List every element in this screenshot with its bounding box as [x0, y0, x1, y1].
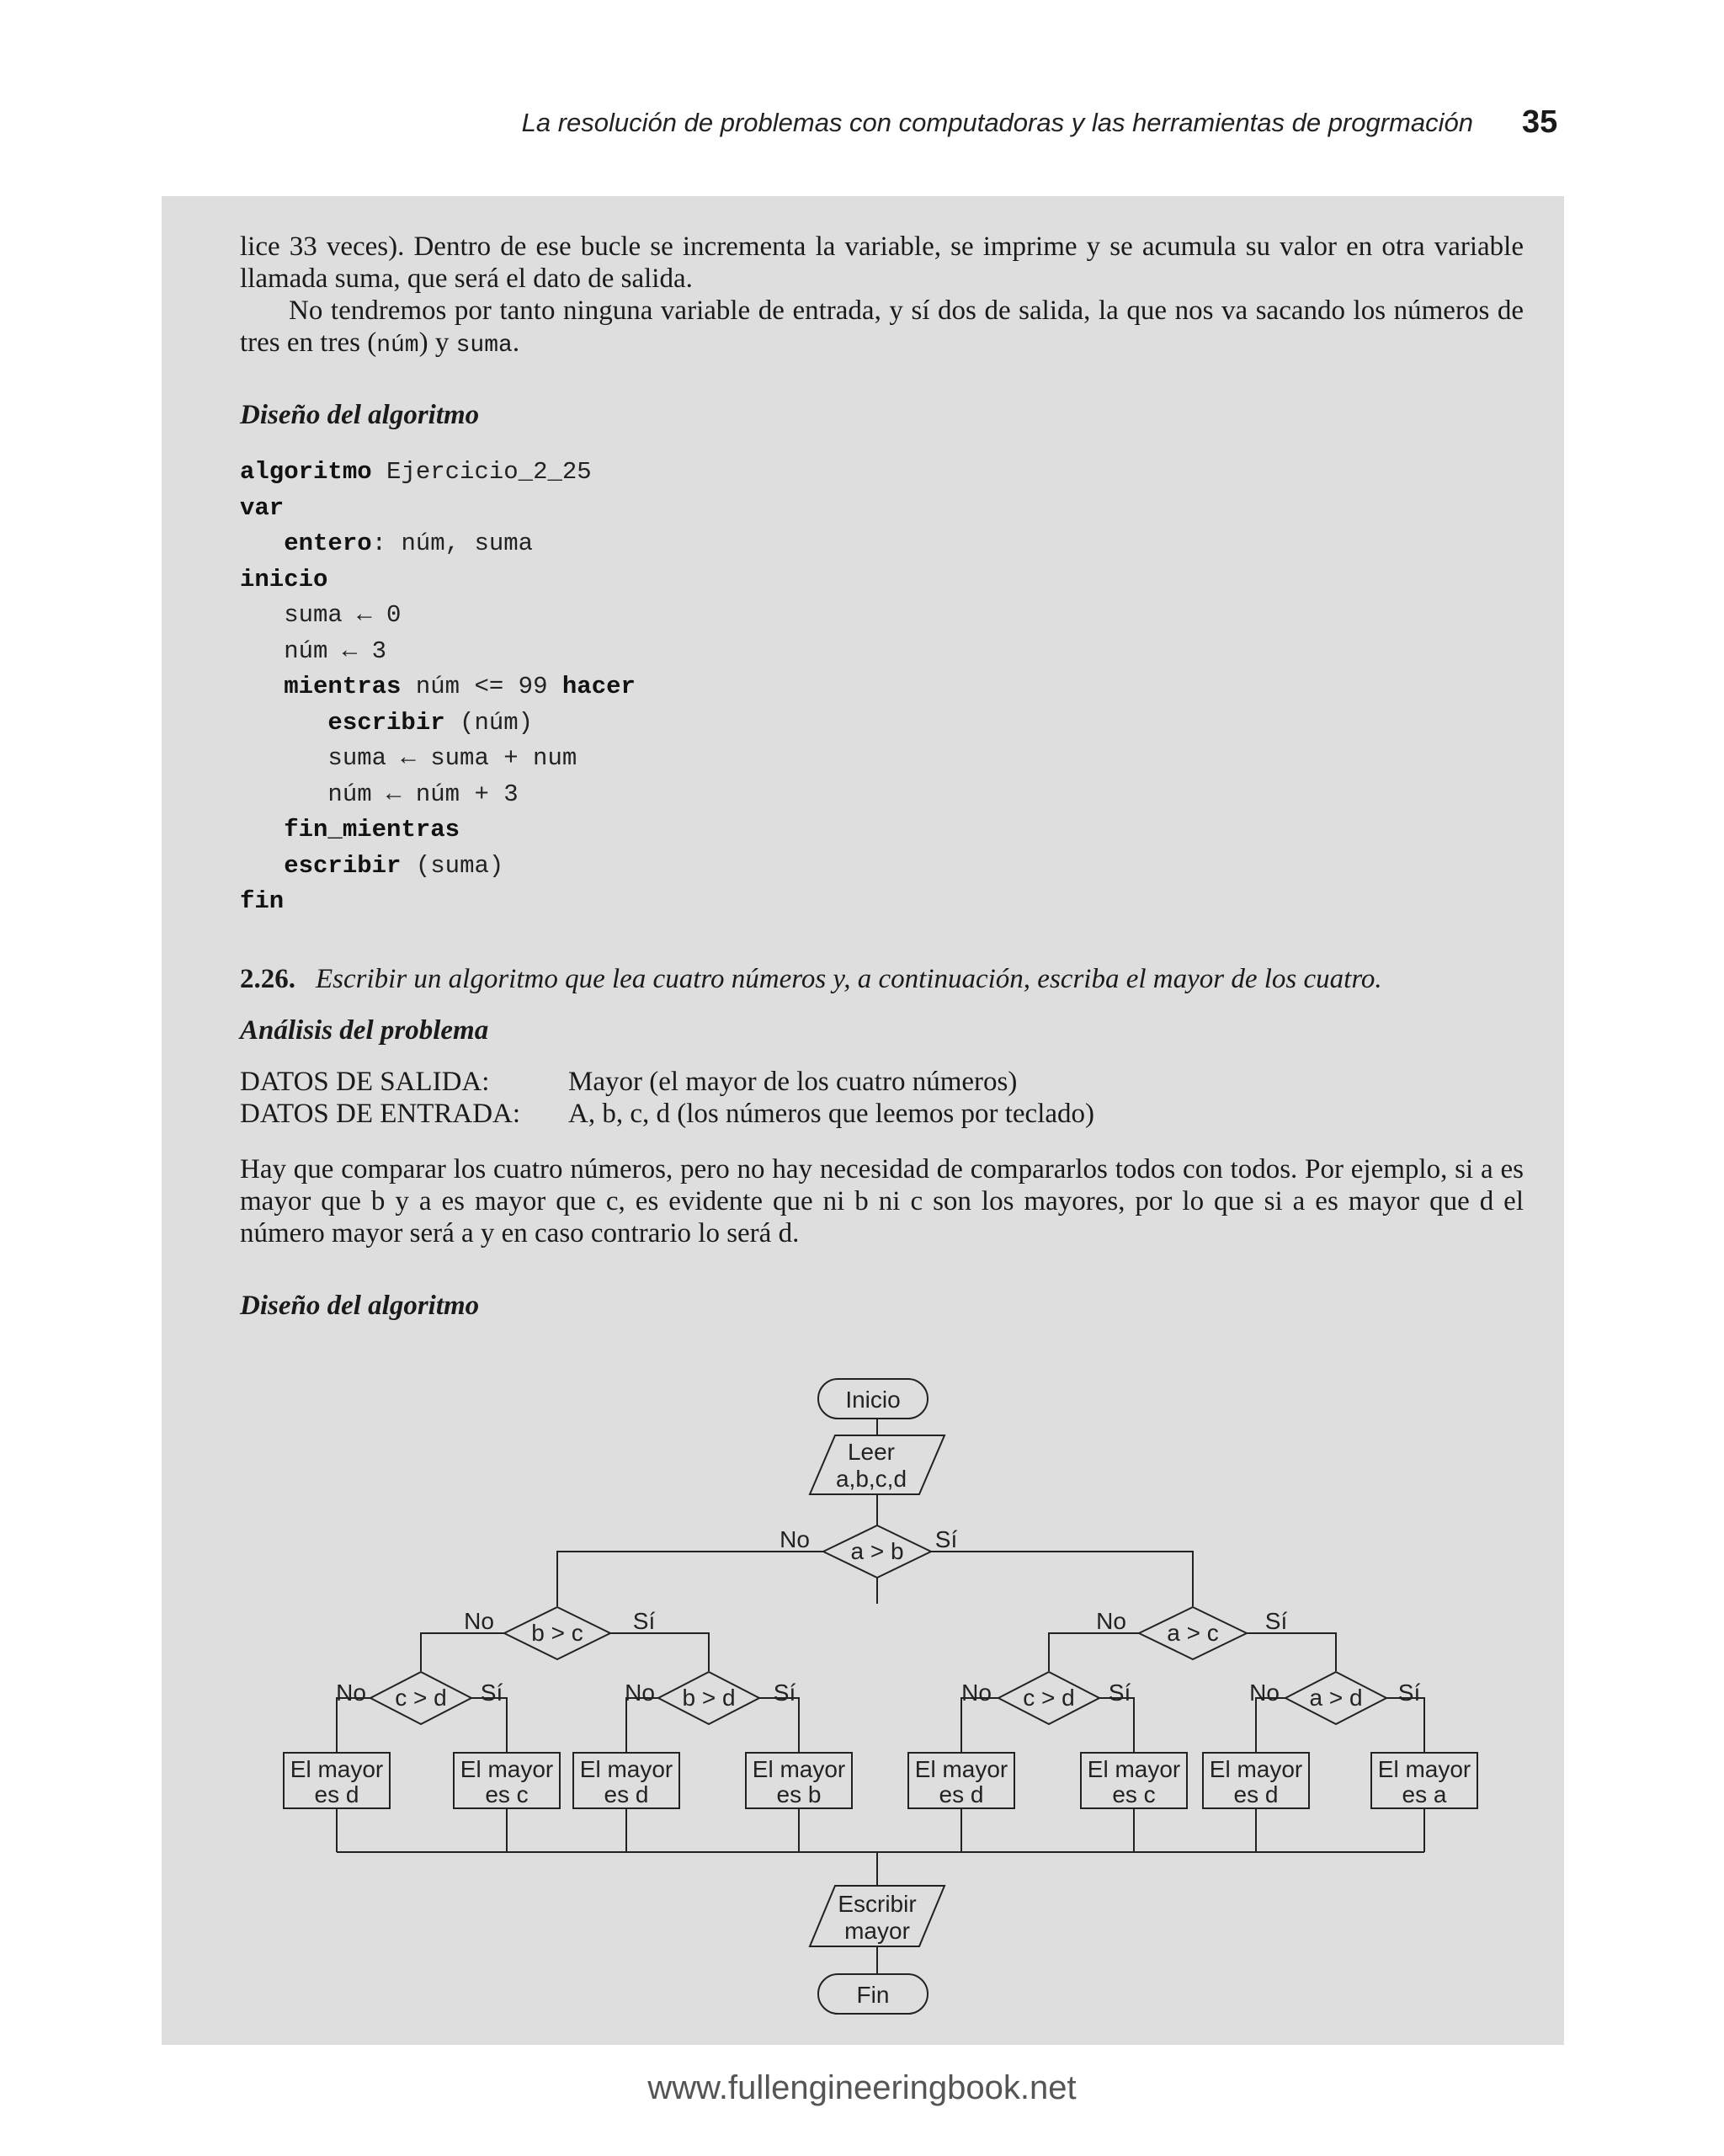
intro-p2-text-a: No tendremos por tanto ninguna variable de entrada, y sí dos de salida, la que nos va sacando los números de tres en tres (	[240, 295, 1524, 358]
code-keyword: var	[240, 493, 285, 522]
result-label-line1: El mayor	[1087, 1756, 1181, 1782]
code-line-4	[240, 562, 636, 599]
code-text: núm <= 99	[401, 673, 562, 700]
code-keyword: algoritmo	[240, 458, 372, 486]
decision-label: a > b	[850, 1538, 904, 1564]
code-line-10	[240, 777, 636, 813]
algorithm-code	[240, 455, 636, 920]
code-line-2	[240, 491, 636, 527]
code-line-12	[240, 849, 636, 885]
intro-paragraph-2	[240, 295, 1524, 362]
code-line-7	[240, 669, 636, 705]
read-label-line2: a,b,c,d	[835, 1466, 907, 1492]
code-keyword: mientras	[284, 673, 402, 700]
result-label-line2: es d	[314, 1781, 359, 1807]
result-label-line1: El mayor	[290, 1756, 384, 1782]
code-keyword: escribir	[284, 851, 402, 880]
result-label-line1: El mayor	[1377, 1756, 1471, 1782]
flowchart	[162, 1347, 1564, 2020]
code-text: Ejercicio_2_25	[371, 458, 592, 486]
no-label: No	[1249, 1680, 1280, 1706]
yes-label: Sí	[773, 1680, 796, 1706]
result-box-d-1	[284, 1753, 390, 1808]
decision-label: a > d	[1309, 1685, 1363, 1711]
result-label-line2: es d	[939, 1781, 984, 1807]
result-box-d-3	[908, 1753, 1014, 1808]
write-label-line1: Escribir	[838, 1891, 917, 1917]
decision-label: c > d	[1023, 1685, 1075, 1711]
code-line-11	[240, 812, 636, 849]
problem-statement	[240, 964, 1382, 995]
code-text: (suma)	[401, 851, 504, 880]
no-label: No	[961, 1680, 992, 1706]
code-line-13	[240, 884, 636, 920]
decision-label: c > d	[395, 1685, 447, 1711]
code-text: suma ← suma + num	[327, 744, 577, 772]
code-line-5	[240, 598, 636, 634]
result-label-line1: El mayor	[1209, 1756, 1303, 1782]
decision-label: b > d	[682, 1685, 736, 1711]
code-text: suma ← 0	[284, 601, 402, 629]
write-output	[810, 1886, 944, 1946]
code-text: núm ← núm + 3	[327, 780, 519, 808]
result-box-d-2	[573, 1753, 679, 1808]
code-text: : núm, suma	[371, 530, 534, 557]
yes-label: Sí	[934, 1526, 958, 1552]
input-data-label: DATOS DE ENTRADA:	[240, 1099, 521, 1129]
result-box-b	[746, 1753, 852, 1808]
intro-p2-code-suma: suma	[455, 333, 513, 359]
code-text: (núm)	[444, 708, 534, 737]
intro-p2-text-c: .	[512, 327, 520, 358]
read-label-line1: Leer	[847, 1439, 896, 1465]
output-data-value: Mayor (el mayor de los cuatro números)	[568, 1067, 1018, 1097]
no-label: No	[1096, 1608, 1126, 1634]
code-line-1	[240, 455, 636, 491]
result-label-line2: es b	[776, 1781, 822, 1807]
code-line-8	[240, 705, 636, 742]
code-text: núm ← 3	[284, 636, 387, 665]
code-line-3	[240, 526, 636, 562]
heading-design-1: Diseño del algoritmo	[240, 400, 480, 430]
no-label: No	[336, 1680, 366, 1706]
result-label-line1: El mayor	[752, 1756, 846, 1782]
problem-text: Escribir un algoritmo que lea cuatro números y, a continuación, escriba el mayor de los cuatro.	[316, 964, 1382, 994]
code-line-6	[240, 634, 636, 670]
no-label: No	[625, 1680, 655, 1706]
code-keyword: fin_mientras	[284, 816, 460, 844]
start-label: Inicio	[845, 1387, 901, 1413]
result-box-c-2	[1081, 1753, 1187, 1808]
decision-a-gt-b	[780, 1525, 957, 1578]
decision-label: a > c	[1167, 1620, 1219, 1646]
code-keyword: inicio	[240, 565, 328, 594]
write-label-line2: mayor	[844, 1918, 910, 1944]
yes-label: Sí	[480, 1680, 503, 1706]
yes-label: Sí	[632, 1608, 656, 1634]
start-terminal	[818, 1379, 928, 1419]
no-label: No	[464, 1608, 494, 1634]
result-label-line2: es c	[1112, 1781, 1156, 1807]
result-box-d-4	[1203, 1753, 1309, 1808]
output-data-label: DATOS DE SALIDA:	[240, 1067, 490, 1097]
result-label-line1: El mayor	[460, 1756, 554, 1782]
code-keyword: entero	[284, 530, 372, 557]
heading-analysis: Análisis del problema	[240, 1015, 489, 1046]
yes-label: Sí	[1108, 1680, 1131, 1706]
intro-p2-code-num: núm	[376, 333, 419, 359]
result-label-line2: es d	[1233, 1781, 1279, 1807]
output-data-row	[240, 1067, 1017, 1098]
yes-label: Sí	[1397, 1680, 1421, 1706]
end-terminal	[818, 1974, 928, 2014]
analysis-paragraph: Hay que comparar los cuatro números, pero no hay necesidad de compararlos todos con todos. Por ejemplo, si a es mayor que b y a es mayor que c, es evidente que ni b ni c son los mayores, por lo que si a es mayor que d el número mayor será a y en caso contrario lo será d.	[240, 1154, 1524, 1248]
code-line-9	[240, 741, 636, 777]
input-data-row	[240, 1099, 1094, 1130]
code-keyword: escribir	[327, 708, 445, 737]
result-label-line2: es a	[1402, 1781, 1447, 1807]
decision-label: b > c	[531, 1620, 583, 1646]
code-keyword: fin	[240, 887, 285, 915]
result-box-c-1	[454, 1753, 560, 1808]
result-boxes	[284, 1753, 1477, 1808]
read-input	[810, 1435, 944, 1494]
problem-number: 2.26.	[240, 964, 295, 994]
input-data-value: A, b, c, d (los números que leemos por teclado)	[568, 1099, 1095, 1129]
result-label-line2: es d	[604, 1781, 649, 1807]
intro-text	[240, 231, 1524, 362]
yes-label: Sí	[1264, 1608, 1288, 1634]
end-label: Fin	[856, 1982, 890, 2008]
running-title: La resolución de problemas con computadoras y las herramientas de progrmación	[521, 108, 1473, 137]
result-label-line1: El mayor	[914, 1756, 1008, 1782]
code-keyword: hacer	[561, 673, 636, 700]
result-label-line2: es c	[485, 1781, 529, 1807]
heading-design-2: Diseño del algoritmo	[240, 1291, 480, 1321]
no-label: No	[780, 1526, 810, 1552]
page-number: 35	[1522, 104, 1558, 140]
intro-p2-text-b: ) y	[418, 327, 456, 358]
result-box-a	[1371, 1753, 1477, 1808]
result-label-line1: El mayor	[579, 1756, 673, 1782]
footer-watermark: www.fullengineeringbook.net	[647, 2069, 1077, 2106]
intro-paragraph-1: lice 33 veces). Dentro de ese bucle se incrementa la variable, se imprime y se acumula su valor en otra variable llamada suma, que será el dato de salida.	[240, 232, 1524, 294]
